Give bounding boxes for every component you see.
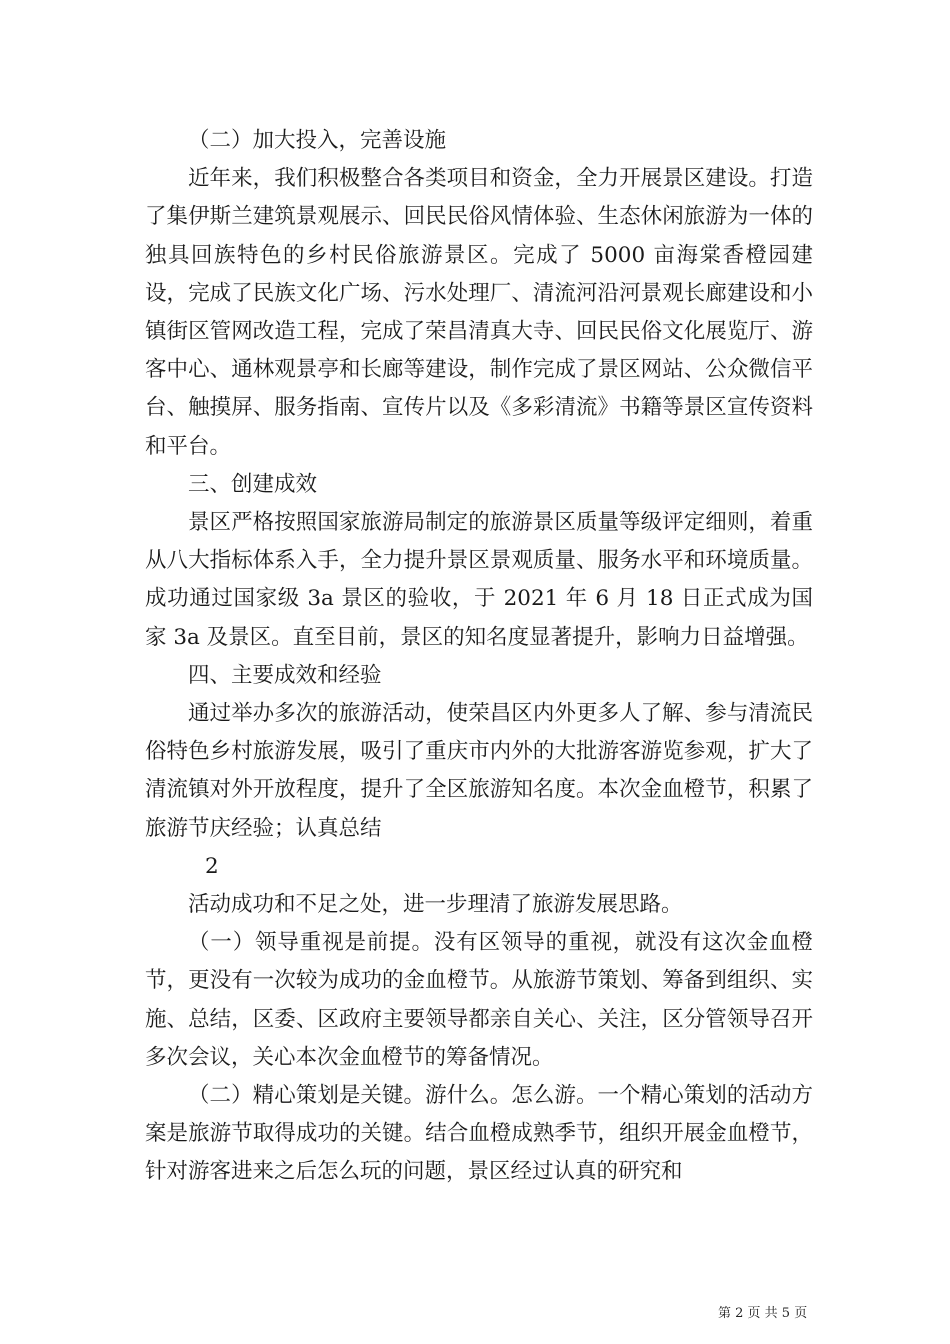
paragraph-construction: 近年来，我们积极整合各类项目和资金，全力开展景区建设。打造了集伊斯兰建筑景观展示、回民民俗风情体验、生态休闲旅游为一体的独具回族特色的乡村民俗旅游景区。完成了 5000 亩海棠香橙园建设，完成了民族文化广场、污水处理厂、清流河沿河景观长廊建设和小镇街区管网改造工程，完成了荣昌清真大寺、回民民俗文化展览厅、游客中心、通林观景亭和长廊等建设，制作完成了景区网站、公众微信平台、触摸屏、服务指南、宣传片以及《多彩清流》书籍等景区宣传资料和平台。: [145, 166, 813, 459]
section-heading-invest: （二）加大投入，完善设施: [188, 128, 447, 153]
inline-page-number: 2: [205, 853, 219, 879]
page-footer: 第 2 页 共 5 页: [718, 1306, 808, 1321]
paragraph-activities: 通过举办多次的旅游活动，使荣昌区内外更多人了解、参与清流民俗特色乡村旅游发展，吸引了重庆市内外的大批游客游览参观，扩大了清流镇对外开放程度，提升了全区旅游知名度。本次金血橙节，积累了旅游节庆经验；认真总结: [145, 701, 813, 841]
paragraph-summary: 活动成功和不足之处，进一步理清了旅游发展思路。: [188, 892, 683, 918]
section-heading-experience: 四、主要成效和经验: [188, 662, 382, 688]
paragraph-leadership: （一）领导重视是前提。没有区领导的重视，就没有这次金血橙节，更没有一次较为成功的金血橙节。从旅游节策划、筹备到组织、实施、总结，区委、区政府主要领导都亲自关心、关注，区分管领导召开多次会议，关心本次金血橙节的筹备情况。: [145, 930, 813, 1070]
paragraph-planning: （二）精心策划是关键。游什么。怎么游。一个精心策划的活动方案是旅游节取得成功的关键。结合血橙成熟季节，组织开展金血橙节，针对游客进来之后怎么玩的问题，景区经过认真的研究和: [145, 1083, 813, 1185]
paragraph-rating: 景区严格按照国家旅游局制定的旅游景区质量等级评定细则，着重从八大指标体系入手，全力提升景区景观质量、服务水平和环境质量。成功通过国家级 3a 景区的验收，于 2021 年 6 月 18 日正式成为国家 3a 及景区。直至目前，景区的知名度显著提升，影响力日益增强。: [145, 510, 813, 650]
document-body: [145, 122, 813, 1192]
section-heading-results: 三、创建成效: [188, 471, 318, 497]
